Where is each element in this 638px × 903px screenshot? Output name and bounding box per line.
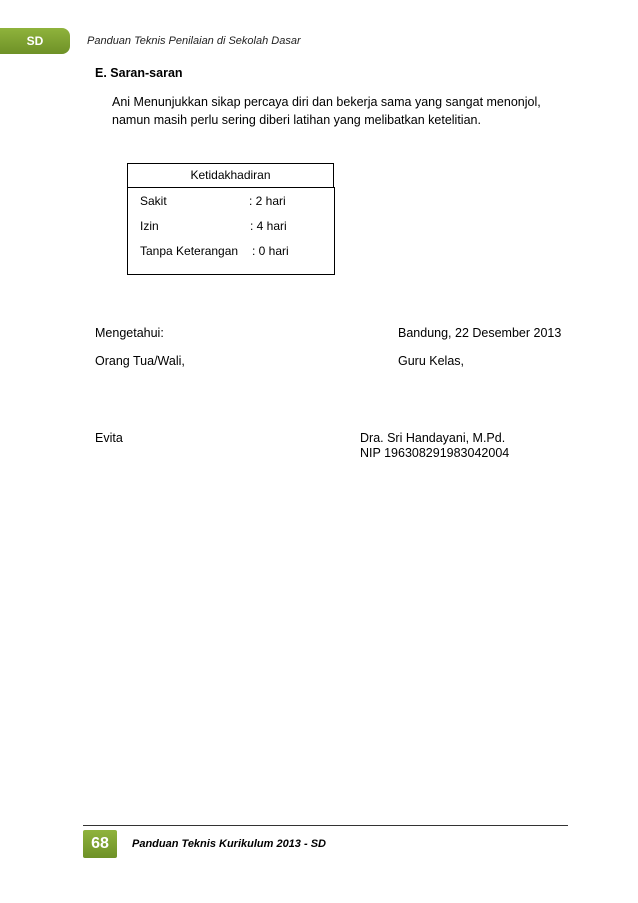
attendance-value-absent: : 0 hari xyxy=(252,244,289,258)
section-title: E. Saran-saran xyxy=(95,66,183,80)
place-date: Bandung, 22 Desember 2013 xyxy=(398,326,562,340)
paragraph-line-2: namun masih perlu sering diberi latihan yang melibatkan ketelitian. xyxy=(112,113,481,127)
attendance-value-sick: : 2 hari xyxy=(249,194,286,208)
attendance-label-sick: Sakit xyxy=(140,194,167,208)
footer-divider xyxy=(83,825,568,826)
section-tab-label: SD xyxy=(26,34,44,48)
attendance-label-permit: Izin xyxy=(140,219,159,233)
attendance-title: Ketidakhadiran xyxy=(127,163,334,188)
parent-name: Evita xyxy=(95,431,123,445)
teacher-nip: NIP 196308291983042004 xyxy=(360,446,510,460)
teacher-name: Dra. Sri Handayani, M.Pd. xyxy=(360,431,506,445)
parent-label: Orang Tua/Wali, xyxy=(95,354,185,368)
header-title: Panduan Teknis Penilaian di Sekolah Dasar xyxy=(87,35,301,47)
attendance-label-absent: Tanpa Keterangan xyxy=(140,244,239,258)
acknowledged-label: Mengetahui: xyxy=(95,326,164,340)
page-number: 68 xyxy=(83,830,117,858)
attendance-box xyxy=(127,187,335,275)
footer-title: Panduan Teknis Kurikulum 2013 - SD xyxy=(132,838,326,850)
teacher-label: Guru Kelas, xyxy=(398,354,465,368)
paragraph-line-1: Ani Menunjukkan sikap percaya diri dan bekerja sama yang sangat menonjol, xyxy=(112,95,541,109)
attendance-value-permit: : 4 hari xyxy=(250,219,287,233)
section-tab xyxy=(0,28,70,54)
